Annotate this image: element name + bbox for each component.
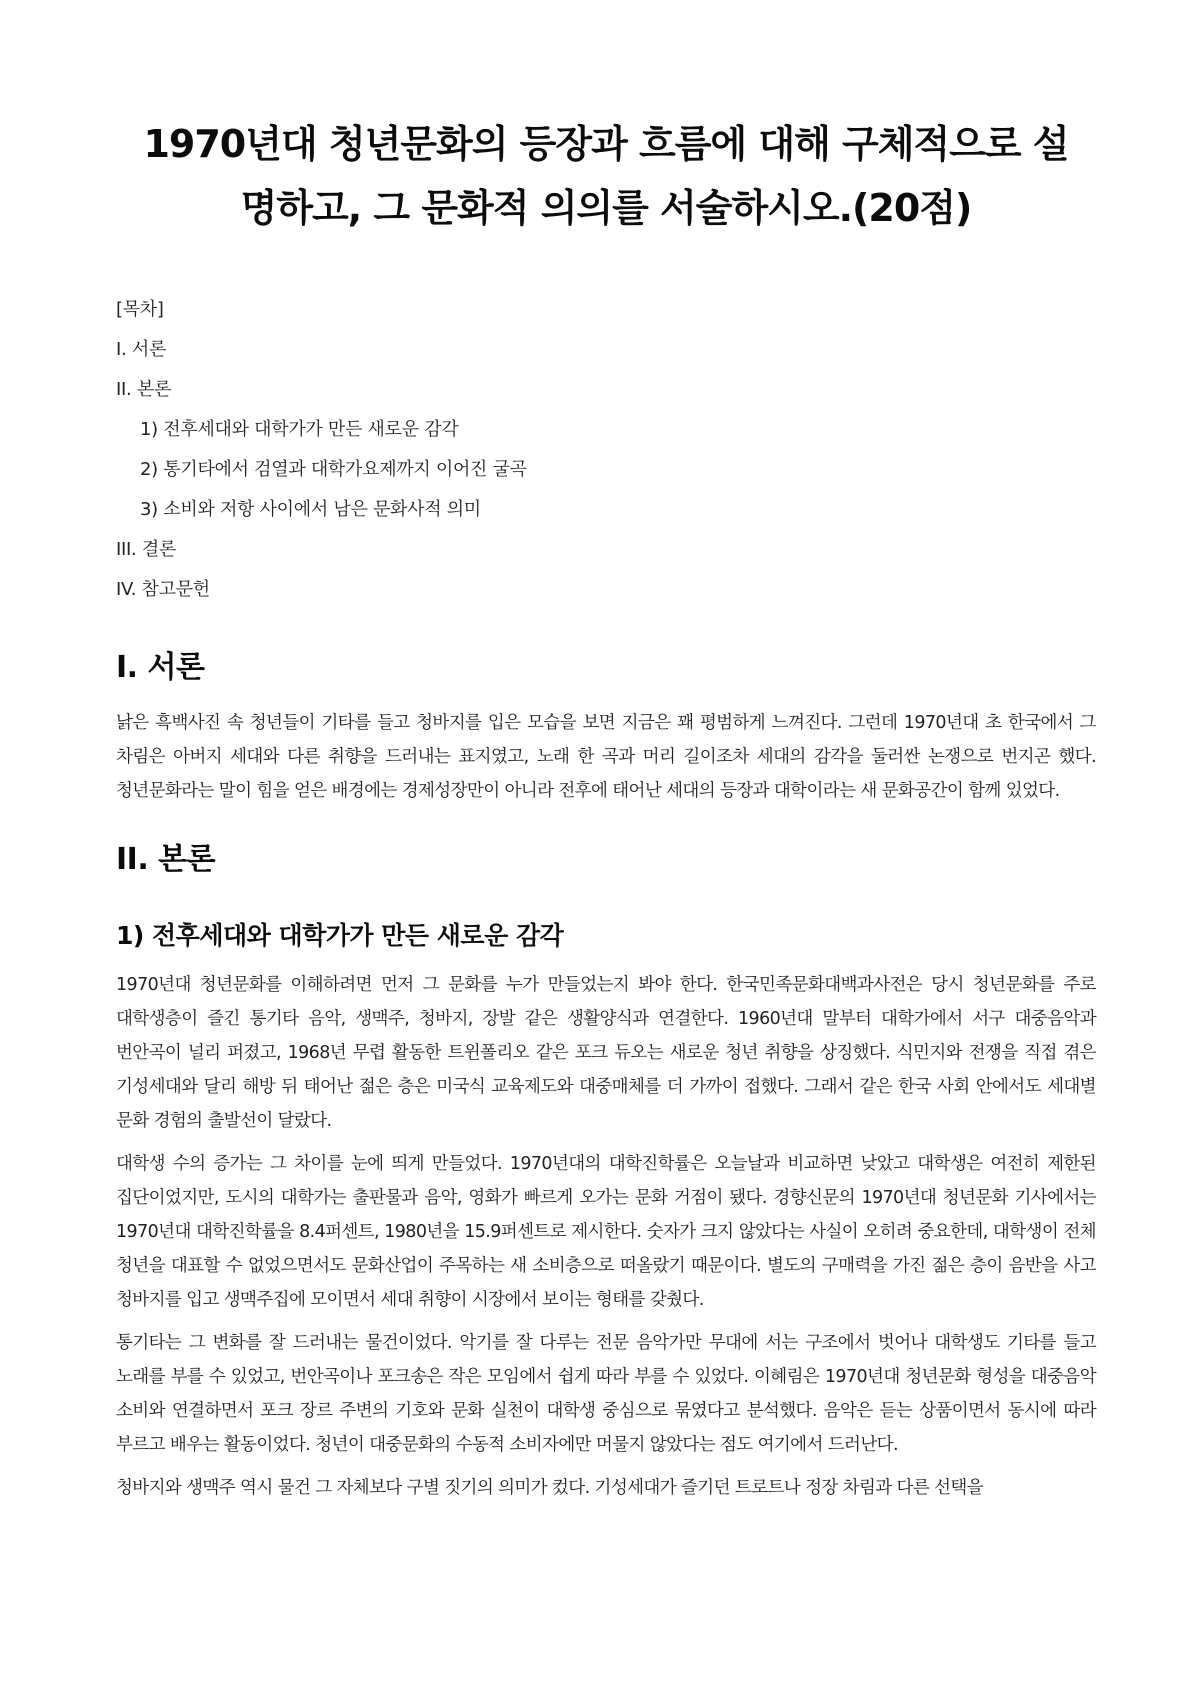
main-body-section [116, 838, 1096, 1505]
body-paragraph: 통기타는 그 변화를 잘 드러내는 물건이었다. 악기를 잘 다루는 전문 음악가만 무대에 서는 구조에서 벗어나 대학생도 기타를 들고 노래를 부를 수 있었고, 번안곡이나 포크송은 작은 모임에서 쉽게 따라 부를 수 있었다. 이혜림은 1970년대 청년문화 형성을 대중음악 소비와 연결하면서 포크 장르 주변의 기호와 문화 실천이 대학생 중심으로 묶였다고 분석했다. 음악은 듣는 상품이면서 동시에 따라 부르고 배우는 활동이었다. 청년이 대중문화의 수동적 소비자에만 머물지 않았다는 점도 여기에서 드러난다. [116, 1333, 1096, 1455]
toc-item-conclusion: III. 결론 [116, 539, 177, 560]
toc-item-introduction: I. 서론 [116, 339, 167, 360]
main-body-heading: II. 본론 [116, 842, 216, 877]
toc-item-subsection-3: 3) 소비와 저항 사이에서 남은 문화사적 의미 [140, 499, 481, 520]
document-title: 1970년대 청년문화의 등장과 흐름에 대해 구체적으로 설명하고, 그 문화적 의의를 서술하시오.(20점) [143, 122, 1069, 230]
body-paragraph: 1970년대 청년문화를 이해하려면 먼저 그 문화를 누가 만들었는지 봐야 한다. 한국민족문화대백과사전은 당시 청년문화를 주로 대학생층이 즐긴 통기타 음악, 생맥주, 청바지, 장발 같은 생활양식과 연결한다. 1960년대 말부터 대학가에서 서구 대중음악과 번안곡이 널리 퍼졌고, 1968년 무렵 활동한 트윈폴리오 같은 포크 듀오는 새로운 청년 취향을 상징했다. 식민지와 전쟁을 직접 겪은 기성세대와 달리 해방 뒤 태어난 젊은 층은 미국식 교육제도와 대중매체를 더 가까이 접했다. 그래서 같은 한국 사회 안에서도 세대별 문화 경험의 출발선이 달랐다. [116, 975, 1096, 1131]
toc-item-subsection-2: 2) 통기타에서 검열과 대학가요제까지 이어진 굴곡 [140, 459, 527, 480]
subsection-1-heading: 1) 전후세대와 대학가가 만든 새로운 감각 [116, 921, 564, 950]
toc-item-main-body: II. 본론 [116, 379, 172, 400]
toc-item-references: IV. 참고문헌 [116, 579, 210, 600]
body-paragraph: 청바지와 생맥주 역시 물건 그 자체보다 구별 짓기의 의미가 컸다. 기성세대가 즐기던 트로트나 정장 차림과 다른 선택을 [116, 1478, 984, 1498]
introduction-section [116, 646, 1096, 808]
introduction-heading: I. 서론 [116, 650, 205, 685]
toc-item-subsection-1: 1) 전후세대와 대학가가 만든 새로운 감각 [140, 419, 459, 440]
toc-label: [목차] [116, 299, 164, 320]
introduction-paragraph: 낡은 흑백사진 속 청년들이 기타를 들고 청바지를 입은 모습을 보면 지금은 꽤 평범하게 느껴진다. 그런데 1970년대 초 한국에서 그 차림은 아버지 세대와 다른 취향을 드러내는 표지였고, 노래 한 곡과 머리 길이조차 세대의 감각을 둘러싼 논쟁으로 번지곤 했다. 청년문화라는 말이 힘을 얻은 배경에는 경제성장만이 아니라 전후에 태어난 세대의 등장과 대학이라는 새 문화공간이 함께 있었다. [116, 713, 1096, 801]
table-of-contents [116, 290, 1096, 610]
body-paragraph: 대학생 수의 증가는 그 차이를 눈에 띄게 만들었다. 1970년대의 대학진학률은 오늘날과 비교하면 낮았고 대학생은 여전히 제한된 집단이었지만, 도시의 대학가는 출판물과 음악, 영화가 빠르게 오가는 문화 거점이 됐다. 경향신문의 1970년대 청년문화 기사에서는 1970년대 대학진학률을 8.4퍼센트, 1980년을 15.9퍼센트로 제시한다. 숫자가 크지 않았다는 사실이 오히려 중요한데, 대학생이 전체 청년을 대표할 수 없었으면서도 문화산업이 주목하는 새 소비층으로 떠올랐기 때문이다. 별도의 구매력을 가진 젊은 층이 음반을 사고 청바지를 입고 생맥주집에 모이면서 세대 취향이 시장에서 보이는 형태를 갖췄다. [116, 1154, 1096, 1310]
